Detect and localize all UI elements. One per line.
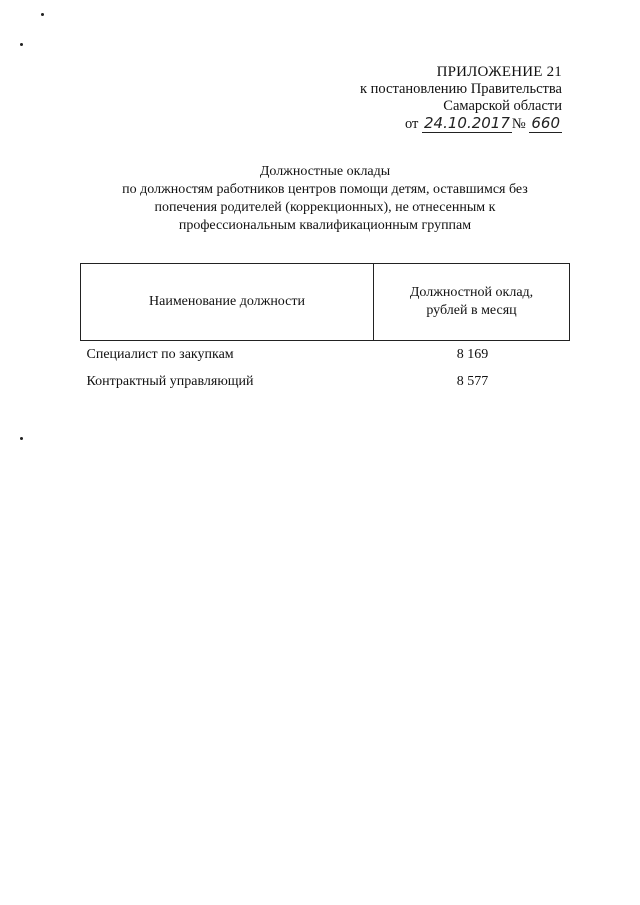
salary-cell: 8 577 xyxy=(456,373,489,389)
appendix-line-2: Самарской области xyxy=(443,98,562,114)
salary-table xyxy=(80,263,570,395)
scan-speck xyxy=(20,43,23,46)
table-row xyxy=(81,368,570,395)
scan-speck xyxy=(20,437,23,440)
header-position-name: Наименование должности xyxy=(81,264,374,341)
header-salary-line-2: рублей в месяц xyxy=(426,303,517,318)
handwritten-number: 660 xyxy=(531,114,560,132)
date-prefix: от xyxy=(404,116,419,132)
appendix-line-1: к постановлению Правительства xyxy=(360,81,562,97)
position-name-cell: Контрактный управляющий xyxy=(86,373,254,389)
table-header-row xyxy=(81,264,570,341)
appendix-block xyxy=(360,64,562,133)
appendix-title: ПРИЛОЖЕНИЕ 21 xyxy=(436,64,562,80)
heading-line-2: по должностям работников центров помощи детям, оставшимся без xyxy=(122,182,528,197)
header-salary-line-1: Должностной оклад, xyxy=(409,285,534,300)
salary-cell: 8 169 xyxy=(456,346,489,362)
number-prefix: № xyxy=(511,116,526,132)
document-heading xyxy=(80,163,570,235)
handwritten-date: 24.10.2017 xyxy=(424,114,510,132)
table-row xyxy=(81,341,570,369)
heading-line-4: профессиональным квалификационным группам xyxy=(178,218,472,233)
heading-line-3: попечения родителей (коррекционных), не отнесенным к xyxy=(154,200,496,215)
heading-line-1: Должностные оклады xyxy=(259,164,391,179)
header-salary xyxy=(374,264,570,341)
position-name-cell: Специалист по закупкам xyxy=(86,346,234,362)
appendix-date-line xyxy=(360,115,562,133)
scan-speck xyxy=(41,13,44,16)
